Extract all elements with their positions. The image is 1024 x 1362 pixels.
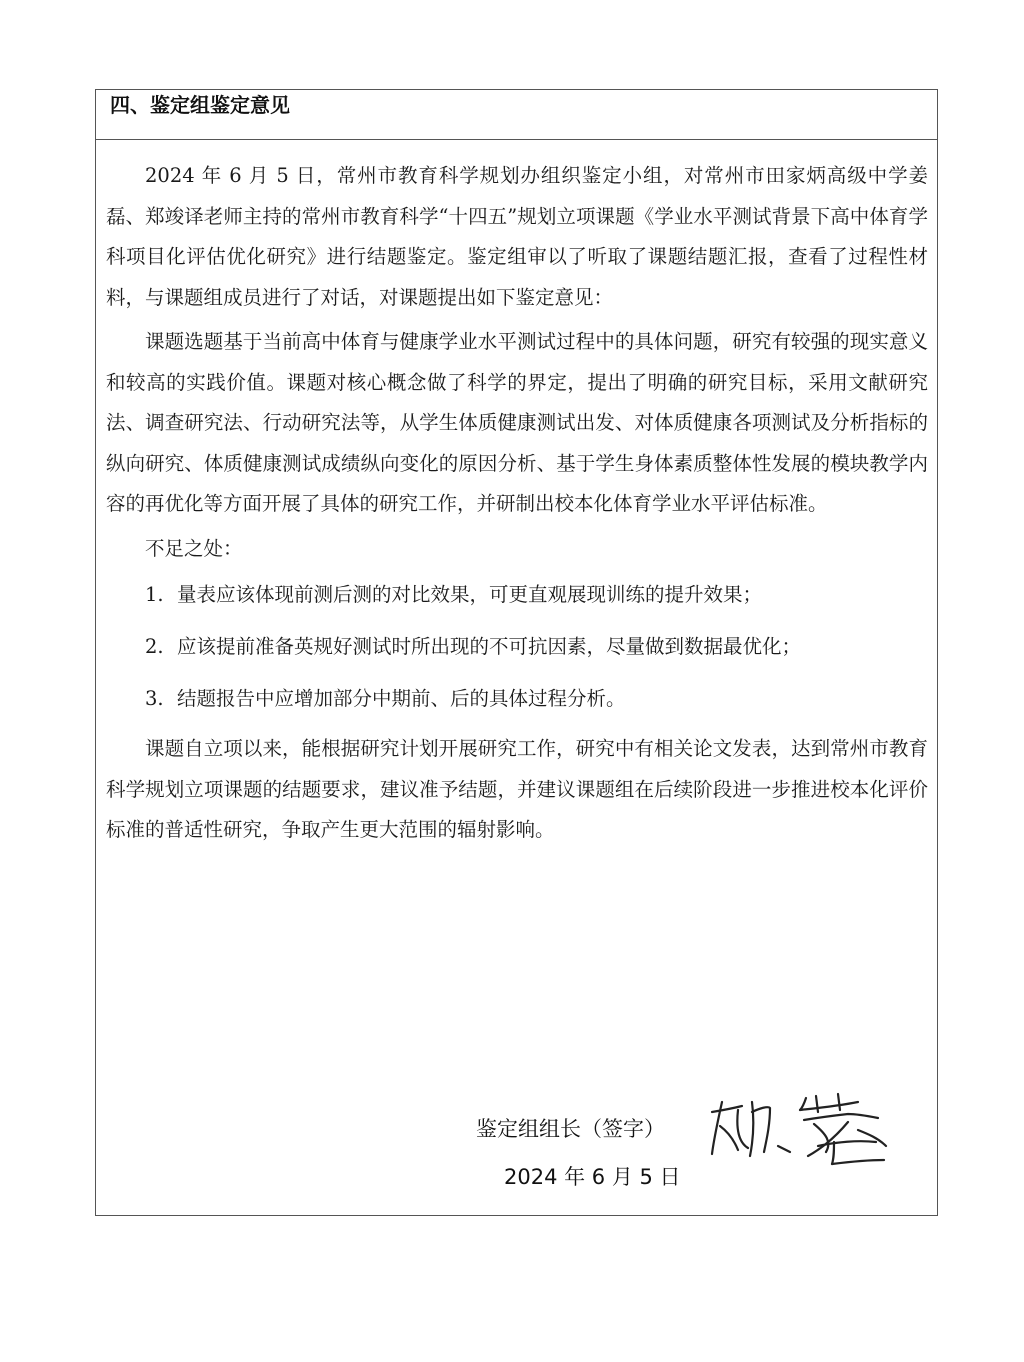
handwritten-signature <box>708 1090 908 1170</box>
opinion-body <box>106 156 928 851</box>
section-title: 四、鉴定组鉴定意见 <box>110 93 290 117</box>
appraisal-opinion-box <box>95 89 938 1216</box>
list-item-text: 量表应该体现前测后测的对比效果，可更直观展现训练的提升效果； <box>177 583 763 606</box>
shortcomings-heading: 不足之处： <box>145 536 243 560</box>
list-item-number: 2. <box>145 635 164 658</box>
section-header <box>96 90 937 140</box>
conclusion-paragraph: 课题自立项以来，能根据研究计划开展研究工作，研究中有相关论文发表，达到常州市教育科学规划立项课题的结题要求，建议准予结题，并建议课题组在后续阶段进一步推进校本化评价标准的普适性研究，争取产生更大范围的辐射影响。 <box>106 737 928 841</box>
intro-paragraph: 2024 年 6 月 5 日，常州市教育科学规划办组织鉴定小组，对常州市田家炳高级中学姜磊、郑竣译老师主持的常州市教育科学“十四五”规划立项课题《学业水平测试背景下高中体育学科项目化评估优化研究》进行结题鉴定。鉴定组审以了听取了课题结题汇报，查看了过程性材料，与课题组成员进行了对话，对课题提出如下鉴定意见： <box>106 164 928 309</box>
shortcomings-list <box>106 569 928 725</box>
assessment-paragraph: 课题选题基于当前高中体育与健康学业水平测试过程中的具体问题，研究有较强的现实意义和较高的实践价值。课题对核心概念做了科学的界定，提出了明确的研究目标，采用文献研究法、调查研究法、行动研究法等，从学生体质健康测试出发、对体质健康各项测试及分析指标的纵向研究、体质健康测试成绩纵向变化的原因分析、基于学生身体素质整体性发展的模块教学内容的再优化等方面开展了具体的研究工作，并研制出校本化体育学业水平评估标准。 <box>106 330 928 515</box>
list-item-text: 应该提前准备英规好测试时所出现的不可抗因素，尽量做到数据最优化； <box>177 635 802 658</box>
signer-label: 鉴定组组长（签字） <box>476 1117 665 1141</box>
signature-block <box>476 1090 916 1210</box>
list-item <box>106 673 928 725</box>
list-item <box>106 569 928 621</box>
list-item-number: 1. <box>145 583 164 606</box>
list-item <box>106 621 928 673</box>
signature-date: 2024 年 6 月 5 日 <box>504 1165 681 1189</box>
list-item-text: 结题报告中应增加部分中期前、后的具体过程分析。 <box>177 687 626 710</box>
list-item-number: 3. <box>145 687 164 710</box>
